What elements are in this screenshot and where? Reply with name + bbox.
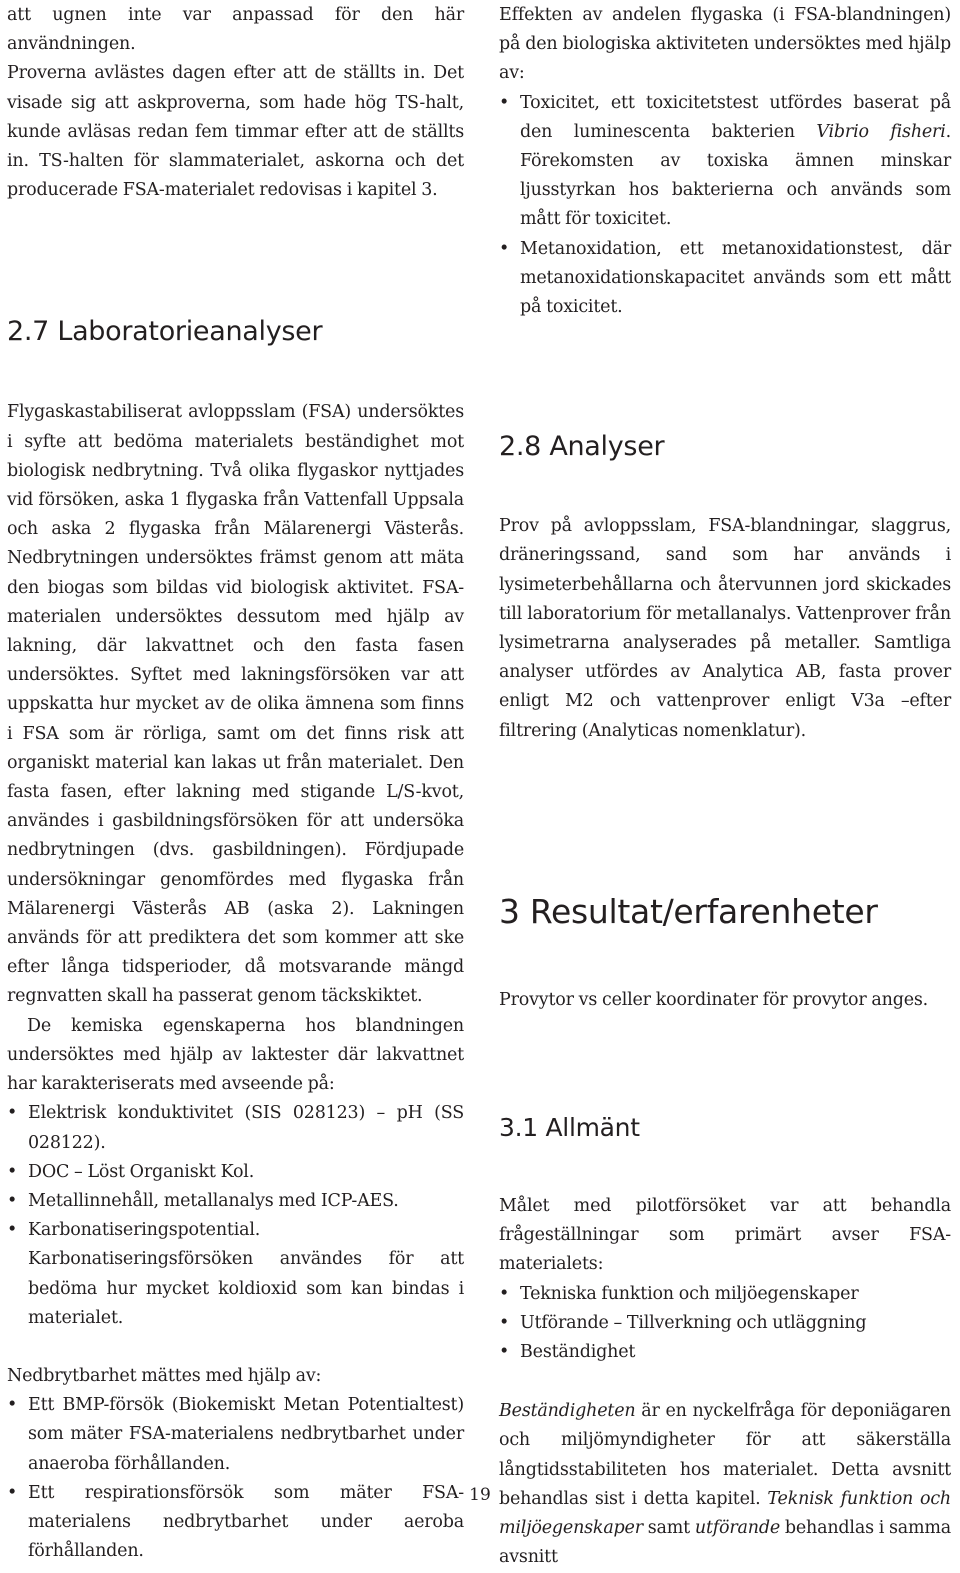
intro-paragraph: Proverna avlästes dagen efter att de ställts in. Det visade sig att askproverna, som hade hög TS-halt, kunde avläsas redan fem timmar efter att de ställts in. TS-halten för slammaterialet, askorna och det producerade FSA-materialet redovisas i kapitel 3. [7, 63, 464, 201]
italic-term: Beständigheten [499, 1401, 636, 1422]
list-item: • Ett BMP-försök (Biokemiskt Metan Potentialtest) som mäter FSA-materialens nedbrytbarhet under anaeroba förhållanden. [7, 1391, 464, 1479]
lab-paragraph-1: Flygaskastabiliserat avloppsslam (FSA) undersöktes i syfte att bedöma materialets beständighet mot biologisk nedbrytning. Två olika flygaskor nyttjades vid försöken, aska 1 flygaska från Vattenfall Uppsala och aska 2 flygaska från Mälarenergi Västerås. Nedbrytningen undersöktes främst genom att mäta den biogas som bildas vid biologisk aktivitet. FSA-materialen undersöktes dessutom med hjälp av lakning, där lakvattnet och den fasta fasen undersöktes. Syftet med lakningsförsöken var att uppskatta hur mycket av de olika ämnena som finns i FSA som är rörliga, samt om det finns risk att organiskt material kan lakas ut från materialet. Den fasta fasen, efter lakning med stigande L/S-kvot, användes i gasbildningsförsöken för att undersöka nedbrytningen (dvs. gasbildningen). Fördjupade undersökningar genomfördes med flygaska från Mälarenergi Västerås AB (aska 2). Lakningen används för att prediktera det som kommer att ske efter långa tidsperioder, då motsvarande mängd regnvatten skall ha passerat genom täckskiktet. [7, 402, 464, 1007]
list-item: • Beständighet [499, 1338, 951, 1367]
effect-intro: Effekten av andelen flygaska (i FSA-blandningen) på den biologiska aktiviteten undersöktes med hjälp av: [499, 5, 951, 84]
heading-3: 3 Resultat/erfarenheter [499, 891, 878, 931]
analyser-paragraph: Prov på avloppsslam, FSA-blandningar, slaggrus, dräneringssand, sand som har används i lysimeterbehållarna och återvunnen jord skickades till laboratorium för metallanalys. Vattenprover från lysimetrarna analyserades på metaller. Samtliga analyser utfördes av Analytica AB, fasta prover enligt M2 och vattenprover enligt V3a –efter filtrering (Analyticas nomenklatur). [499, 516, 951, 741]
paragraph-text: samt [642, 1518, 695, 1539]
left-column [7, 0, 464, 1566]
page-number: 19 [469, 1485, 491, 1505]
bacterium-name: Vibrio fisheri [816, 121, 946, 142]
list-item: • DOC – Löst Organiskt Kol. [7, 1158, 464, 1187]
heading-2-7: 2.7 Laboratorieanalyser [7, 316, 323, 348]
degradability-list [7, 1391, 464, 1566]
list-item: • Metallinnehåll, metallanalys med ICP-AES. [7, 1187, 464, 1216]
lab-paragraph-2: De kemiska egenskaperna hos blandningen undersöktes med hjälp av laktester där lakvattnet har karakteriserats med avseende på: [7, 1015, 464, 1095]
list-item [499, 89, 951, 235]
list-item: • Tekniska funktion och miljöegenskaper [499, 1280, 951, 1309]
list-item: • Elektrisk konduktivitet (SIS 028123) – pH (SS 028122). [7, 1099, 464, 1157]
heading-3-1: 3.1 Allmänt [499, 1113, 640, 1143]
list-item: • Metanoxidation, ett metanoxidationstest, där metanoxidationskapacitet används som ett mått på toxicitet. [499, 235, 951, 323]
list-item: • Utförande – Tillverkning och utläggning [499, 1309, 951, 1338]
chemistry-list [7, 1099, 464, 1333]
list-item: • Karbonatiseringspotential. Karbonatiseringsförsöken användes för att bedöma hur mycket koldioxid som kan bindas i materialet. [7, 1216, 464, 1333]
toxicity-text-before: Toxicitet, ett toxicitetstest utfördes baserat på den luminescenta bakterien [520, 92, 951, 142]
italic-term: utförande [694, 1518, 781, 1539]
paragraph-text: behandlas i samma avsnitt [499, 1518, 952, 1568]
degradability-intro: Nedbrytbarhet mättes med hjälp av: [7, 1365, 322, 1386]
allmant-list [499, 1280, 951, 1368]
resultat-paragraph: Provytor vs celler koordinater för provytor anges. [499, 989, 928, 1010]
effect-list [499, 89, 951, 323]
list-item: • Ett respirationsförsök som mäter FSA-materialens nedbrytbarhet under aeroba förhållanden. [7, 1479, 464, 1567]
toxicity-text-after: . Förekomsten av toxiska ämnen minskar ljusstyrkan hos bakterierna och används som mått för toxicitet. [520, 121, 951, 230]
allmant-paragraph: Målet med pilotförsöket var att behandla frågeställningar som primärt avser FSA-materialets: [499, 1196, 951, 1275]
right-column [499, 0, 951, 1573]
paragraph-text: är en nyckelfråga för deponiägaren och miljömyndigheter för att säkerställa långtidsstabiliteten hos materialet. Detta avsnitt behandlas sist i detta kapitel. [499, 1401, 951, 1509]
italic-term: Teknisk funktion och miljöegenskaper [499, 1488, 951, 1539]
heading-2-8: 2.8 Analyser [499, 431, 665, 463]
intro-line-1: att ugnen inte var anpassad för den här användningen. [7, 5, 464, 55]
